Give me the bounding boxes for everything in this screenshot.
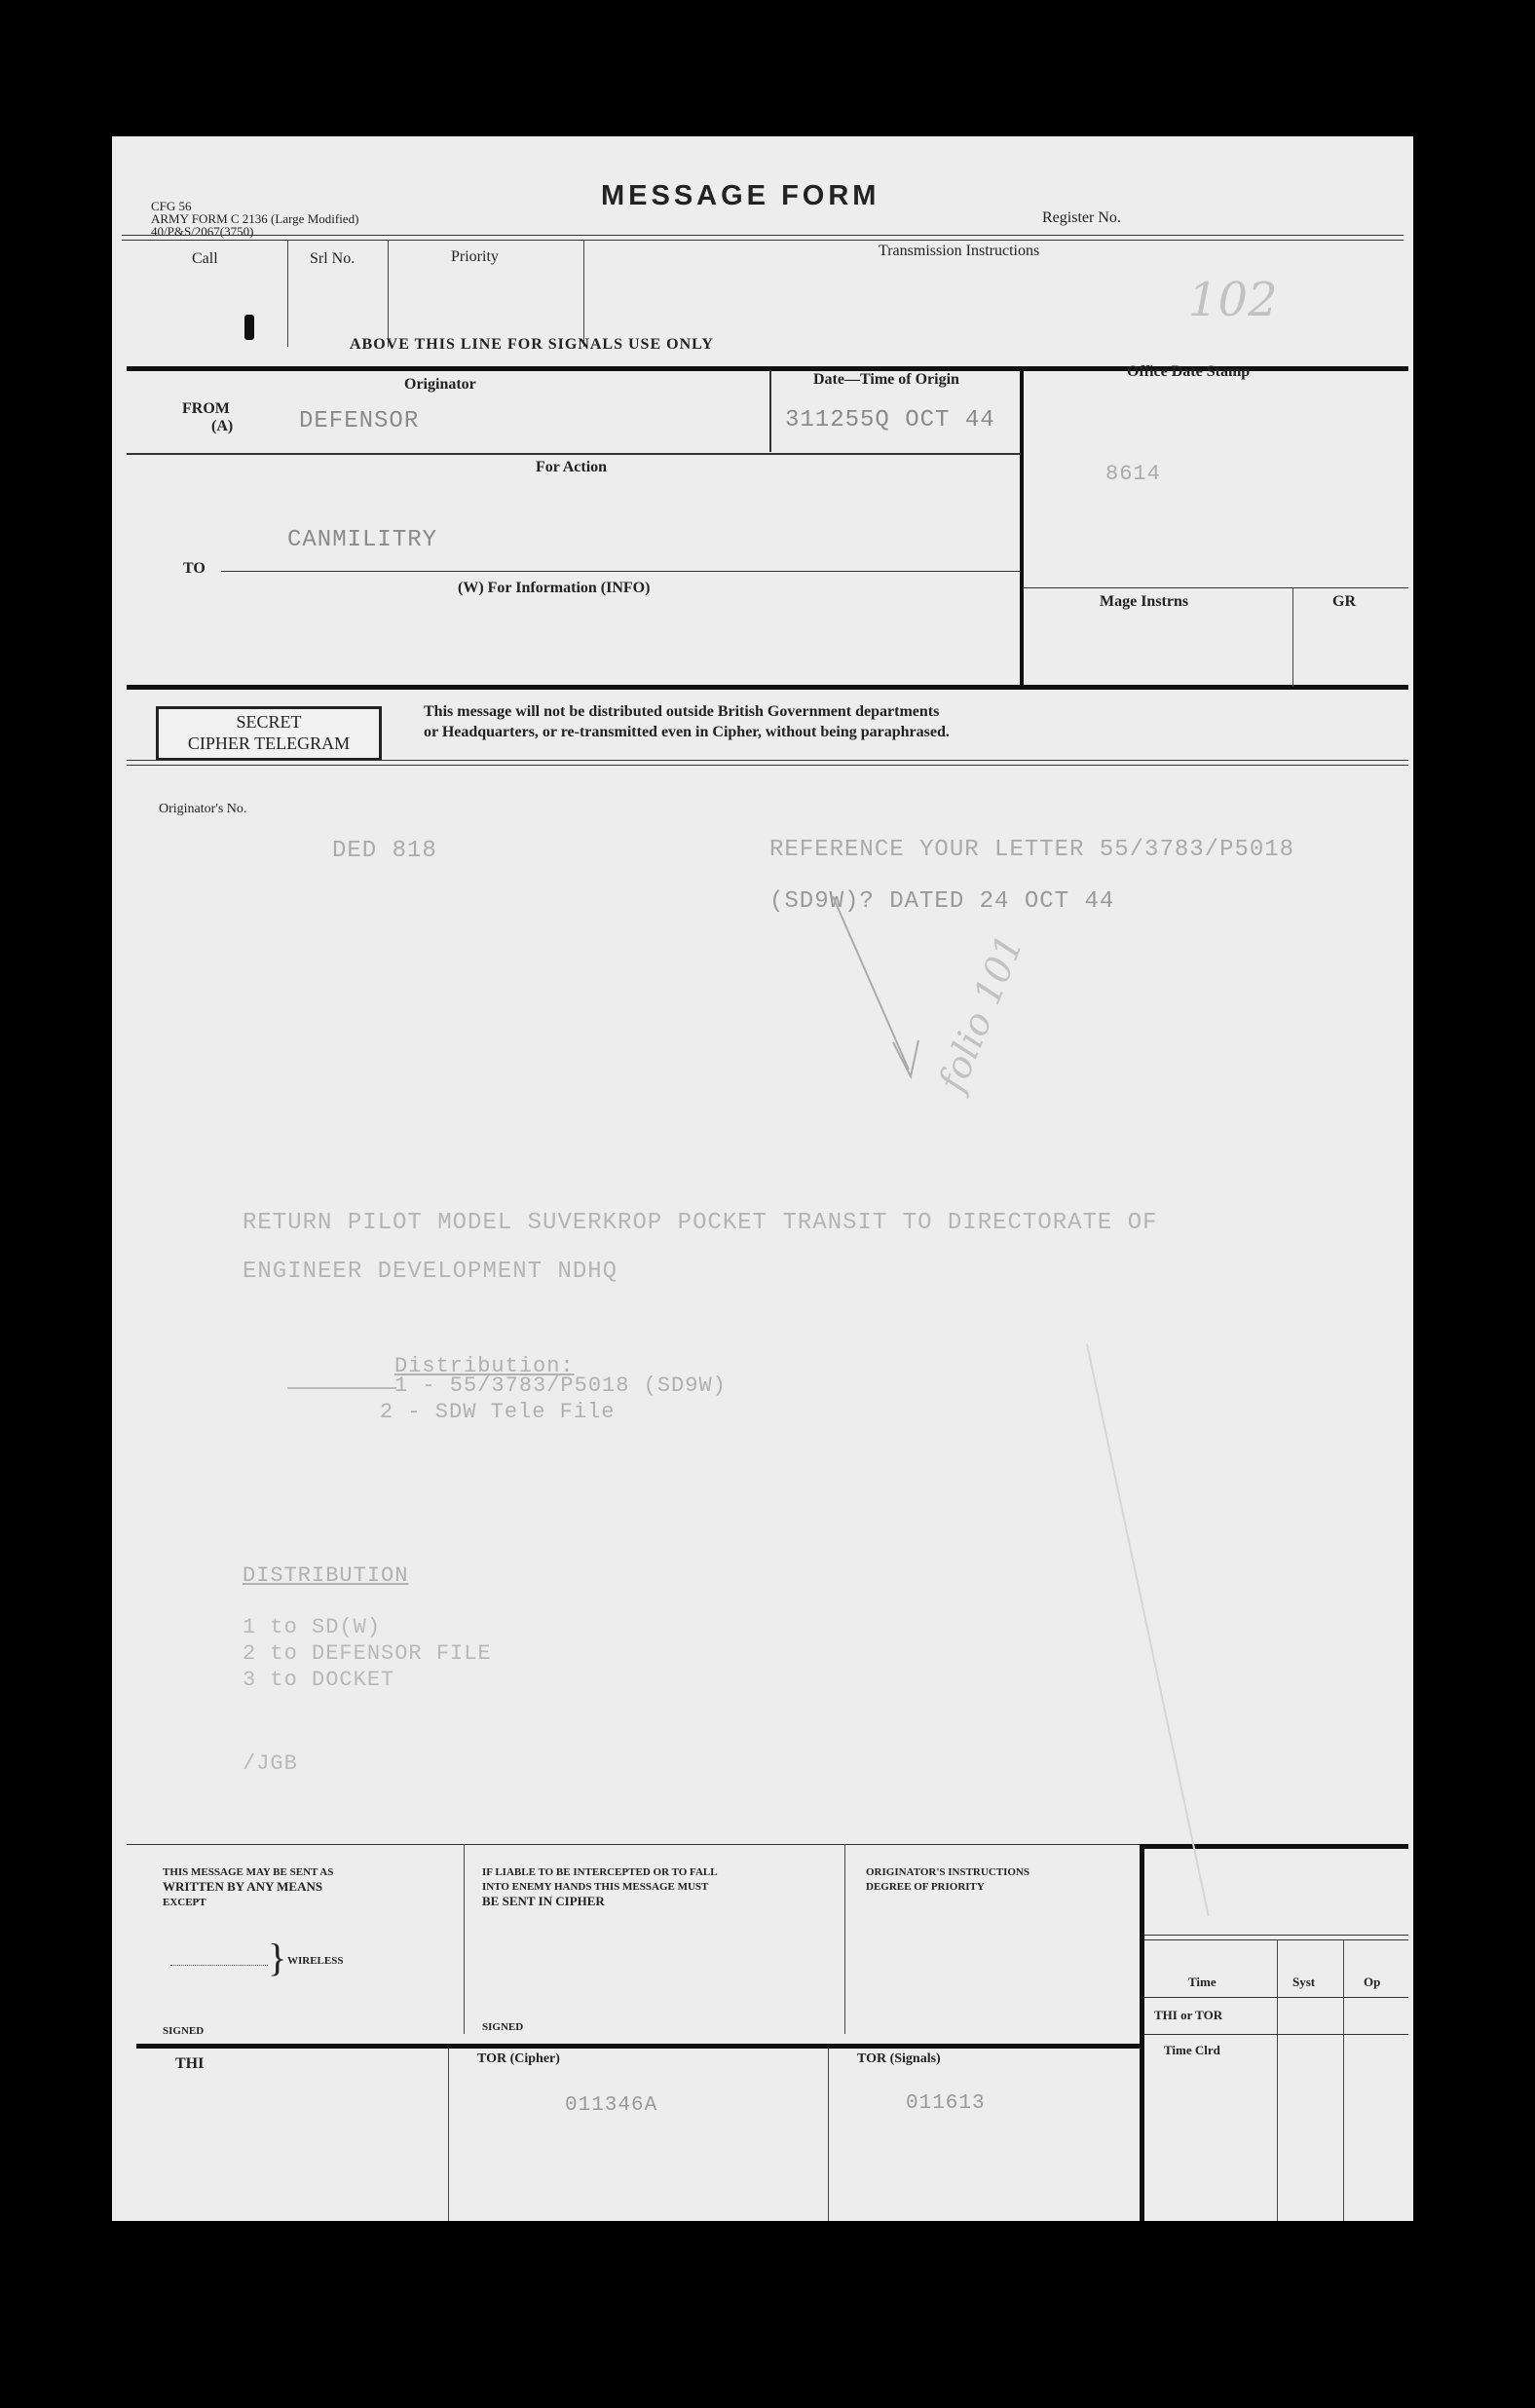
message-form-sheet <box>112 136 1413 2221</box>
form-code-line-3: 40/P&S/2067(3750) <box>151 224 254 239</box>
thi-tor-label: THI or TOR <box>1154 2008 1223 2022</box>
form-code-line-2: ARMY FORM C 2136 (Large Modified) <box>151 211 359 226</box>
ink-mark <box>244 315 254 340</box>
notice-line-2: or Headquarters, or re-transmitted even in Cipher, without being paraphrased. <box>424 724 950 740</box>
origin-right-border <box>1020 366 1024 689</box>
form-title: MESSAGE FORM <box>601 180 880 211</box>
wireless-label: WIRELESS <box>287 1955 344 1967</box>
date-time-value: 311255Q OCT 44 <box>785 407 995 433</box>
signed-label-2: SIGNED <box>482 2021 524 2033</box>
tor-cipher-value: 011346A <box>565 2094 658 2117</box>
originators-no-value: DED 818 <box>332 838 437 864</box>
for-action-label: For Action <box>536 459 608 475</box>
transmission-label: Transmission Instructions <box>879 243 1040 259</box>
thi-label: THI <box>175 2055 205 2072</box>
right-grid-rule-3 <box>1144 1997 1408 1998</box>
footer-col2-line-1: IF LIABLE TO BE INTERCEPTED OR TO FALL <box>482 1866 718 1878</box>
right-grid-divider-1 <box>1277 1939 1278 2221</box>
distribution-2-item-2: 2 to DEFENSOR FILE <box>243 1641 492 1666</box>
gr-label: GR <box>1332 593 1356 610</box>
distribution-2-item-1: 1 to SD(W) <box>243 1615 382 1639</box>
footer-right-left-border <box>1140 1844 1144 2221</box>
form-code-line-1: CFG 56 <box>151 199 192 213</box>
originators-no-label: Originator's No. <box>159 802 247 816</box>
time-label: Time <box>1188 1975 1217 1989</box>
from-label: FROM <box>182 400 230 417</box>
handwritten-folio-note: folio 101 <box>930 928 1032 1098</box>
message-line-2: ENGINEER DEVELOPMENT NDHQ <box>243 1259 618 1285</box>
to-label: TO <box>183 560 206 577</box>
distribution-pointer <box>287 1387 396 1389</box>
distribution-1-title: Distribution: <box>394 1354 575 1378</box>
date-divider <box>769 370 771 452</box>
reference-line-2: (SD9W)? DATED 24 OCT 44 <box>769 888 1115 915</box>
wireless-brace: } <box>268 1936 287 1979</box>
notice-rule-2 <box>127 765 1408 766</box>
footer-col-divider-2 <box>844 1844 845 2034</box>
mage-instrns-label: Mage Instrns <box>1100 593 1189 610</box>
call-divider <box>287 240 288 347</box>
tor-signals-label: TOR (Signals) <box>857 2051 941 2066</box>
paper-crease <box>1086 1344 1210 1916</box>
header-rule-2 <box>122 240 1404 241</box>
origin-bottom-border <box>127 685 1408 690</box>
footer-col-divider-1 <box>464 1844 465 2034</box>
notice-rule <box>127 760 1408 761</box>
tor-divider-1 <box>448 2049 449 2221</box>
footer-right-top-border <box>1140 1844 1408 1849</box>
mage-rule <box>1024 587 1408 588</box>
office-date-stamp-label: Office Date Stamp <box>1127 363 1251 380</box>
secret-label: SECRET <box>236 712 302 732</box>
distribution-2-item-3: 3 to DOCKET <box>243 1668 395 1692</box>
footer-col3-line-2: DEGREE OF PRIORITY <box>866 1881 985 1893</box>
footer-col3-line-1: ORIGINATOR'S INSTRUCTIONS <box>866 1866 1030 1878</box>
secret-cipher-box <box>156 706 382 761</box>
footer-col2-line-3: BE SENT IN CIPHER <box>482 1894 605 1908</box>
header-rule <box>122 235 1404 236</box>
tor-signals-value: 011613 <box>906 2092 986 2115</box>
cipher-telegram-label: CIPHER TELEGRAM <box>187 734 351 753</box>
priority-label: Priority <box>451 248 499 265</box>
to-rule <box>221 571 1020 572</box>
right-grid-divider-2 <box>1343 1939 1344 2221</box>
distribution-1-item-1: 1 - 55/3783/P5018 (SD9W) <box>394 1373 727 1398</box>
call-label: Call <box>192 250 218 267</box>
tor-divider-2 <box>828 2049 829 2221</box>
op-label: Op <box>1364 1975 1381 1989</box>
signed-label-1: SIGNED <box>163 2025 205 2037</box>
footer-col1-line-2: WRITTEN BY ANY MEANS <box>163 1879 323 1894</box>
footer-col1-line-1: THIS MESSAGE MAY BE SENT AS <box>163 1866 334 1878</box>
handwritten-folio-number: 102 <box>1188 273 1278 327</box>
to-value: CANMILITRY <box>287 527 438 553</box>
originator-label: Originator <box>404 376 476 393</box>
gr-divider <box>1292 587 1293 687</box>
distribution-2-title: DISTRIBUTION <box>243 1563 409 1588</box>
wireless-blank <box>170 1965 268 1966</box>
info-label: (W) For Information (INFO) <box>458 580 651 596</box>
register-label: Register No. <box>1042 209 1121 226</box>
message-line-1: RETURN PILOT MODEL SUVERKROP POCKET TRANSIT TO DIRECTORATE OF <box>243 1210 1158 1236</box>
reference-line-1: REFERENCE YOUR LETTER 55/3783/P5018 <box>769 837 1295 863</box>
tor-cipher-label: TOR (Cipher) <box>477 2051 560 2066</box>
syst-label: Syst <box>1292 1975 1316 1989</box>
srl-label: Srl No. <box>310 250 356 267</box>
right-grid-rule-4 <box>1144 2034 1408 2035</box>
office-stamp-value: 8614 <box>1105 462 1161 486</box>
signals-use-line: ABOVE THIS LINE FOR SIGNALS USE ONLY <box>350 336 714 353</box>
distribution-1-item-2: 2 - SDW Tele File <box>380 1400 616 1424</box>
from-sub-label: (A) <box>211 418 234 434</box>
for-action-rule <box>127 453 1021 455</box>
footer-col1-line-3: EXCEPT <box>163 1897 206 1908</box>
srl-divider <box>388 240 389 347</box>
initials: /JGB <box>243 1751 298 1776</box>
priority-divider <box>583 240 584 347</box>
date-time-label: Date—Time of Origin <box>813 371 959 388</box>
notice-line-1: This message will not be distributed outside British Government departments <box>424 703 940 720</box>
originator-value: DEFENSOR <box>299 408 420 434</box>
footer-col2-line-2: INTO ENEMY HANDS THIS MESSAGE MUST <box>482 1881 709 1893</box>
time-clrd-label: Time Clrd <box>1164 2043 1220 2057</box>
right-grid-rule-1 <box>1144 1935 1408 1936</box>
tor-top-border <box>136 2044 1141 2049</box>
